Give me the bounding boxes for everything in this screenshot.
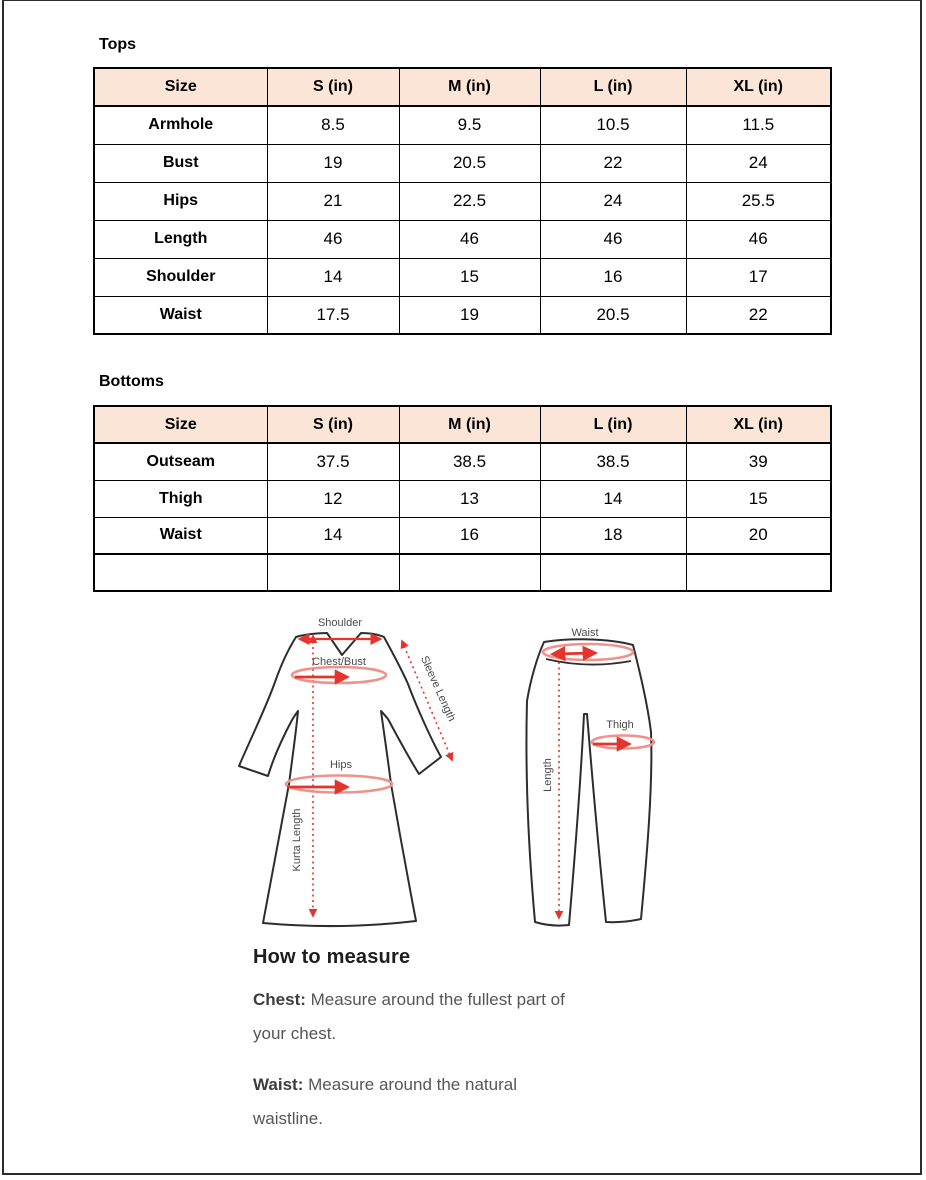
column-header: Size	[94, 406, 267, 443]
table-row	[94, 296, 831, 334]
empty-table-row	[94, 554, 831, 591]
value-cell: 22	[540, 144, 686, 182]
row-label-cell: Outseam	[94, 443, 267, 480]
column-header: Size	[94, 68, 267, 106]
value-cell: 20.5	[540, 296, 686, 334]
value-cell: 19	[267, 144, 399, 182]
value-cell	[267, 554, 399, 591]
table-row	[94, 220, 831, 258]
value-cell: 11.5	[686, 106, 831, 144]
value-cell: 8.5	[267, 106, 399, 144]
value-cell: 18	[540, 517, 686, 554]
value-cell: 46	[267, 220, 399, 258]
value-cell: 9.5	[399, 106, 540, 144]
value-cell: 15	[686, 480, 831, 517]
value-cell	[399, 554, 540, 591]
value-cell: 20.5	[399, 144, 540, 182]
column-header: XL (in)	[686, 406, 831, 443]
value-cell	[540, 554, 686, 591]
value-cell: 17	[686, 258, 831, 296]
tops-header-row	[94, 68, 831, 106]
value-cell: 17.5	[267, 296, 399, 334]
value-cell: 19	[399, 296, 540, 334]
waist-instruction-line2: waistline.	[253, 1109, 323, 1128]
value-cell: 16	[399, 517, 540, 554]
value-cell: 24	[540, 182, 686, 220]
table-row	[94, 480, 831, 517]
length-label: Length	[542, 758, 554, 792]
chest-instruction	[253, 983, 653, 1051]
how-to-measure-section	[253, 946, 653, 1153]
how-to-measure-heading: How to measure	[253, 946, 411, 968]
row-label-cell	[94, 554, 267, 591]
chest-instruction-label: Chest:	[253, 990, 306, 1009]
kurta-measure-diagram	[225, 608, 475, 943]
value-cell: 14	[540, 480, 686, 517]
bottoms-size-table	[93, 405, 832, 592]
chest-instruction-line2: your chest.	[253, 1024, 337, 1043]
table-row	[94, 106, 831, 144]
value-cell: 38.5	[540, 443, 686, 480]
value-cell: 25.5	[686, 182, 831, 220]
waist-label: Waist	[571, 627, 599, 639]
value-cell: 39	[686, 443, 831, 480]
kurta-length-label: Kurta Length	[291, 808, 303, 872]
value-cell: 38.5	[399, 443, 540, 480]
row-label-cell: Thigh	[94, 480, 267, 517]
row-label-cell: Bust	[94, 144, 267, 182]
thigh-label: Thigh	[606, 719, 634, 731]
pants-measure-diagram	[495, 605, 710, 940]
value-cell: 24	[686, 144, 831, 182]
sleeve-length-label: Sleeve Length	[417, 654, 458, 724]
row-label-cell: Armhole	[94, 106, 267, 144]
value-cell: 37.5	[267, 443, 399, 480]
column-header: S (in)	[267, 406, 399, 443]
waist-instruction-line1: Measure around the natural	[308, 1075, 517, 1094]
shoulder-label: Shoulder	[317, 617, 363, 629]
value-cell: 46	[399, 220, 540, 258]
tops-size-table	[93, 67, 832, 335]
chest-label: Chest/Bust	[312, 656, 366, 668]
value-cell: 12	[267, 480, 399, 517]
value-cell: 46	[540, 220, 686, 258]
tops-heading: Tops	[99, 36, 137, 53]
waist-instruction-label: Waist:	[253, 1075, 304, 1094]
value-cell: 13	[399, 480, 540, 517]
value-cell: 10.5	[540, 106, 686, 144]
value-cell: 14	[267, 517, 399, 554]
row-label-cell: Length	[94, 220, 267, 258]
row-label-cell: Shoulder	[94, 258, 267, 296]
value-cell: 15	[399, 258, 540, 296]
column-header: XL (in)	[686, 68, 831, 106]
bottoms-heading: Bottoms	[99, 373, 164, 390]
row-label-cell: Waist	[94, 517, 267, 554]
column-header: L (in)	[540, 68, 686, 106]
value-cell: 22	[686, 296, 831, 334]
value-cell: 20	[686, 517, 831, 554]
table-row	[94, 517, 831, 554]
row-label-cell: Waist	[94, 296, 267, 334]
chest-instruction-line1: Measure around the fullest part of	[310, 990, 565, 1009]
value-cell: 16	[540, 258, 686, 296]
waist-arrow	[553, 653, 595, 654]
value-cell: 21	[267, 182, 399, 220]
bottoms-header-row	[94, 406, 831, 443]
value-cell: 22.5	[399, 182, 540, 220]
column-header: S (in)	[267, 68, 399, 106]
table-row	[94, 182, 831, 220]
column-header: M (in)	[399, 68, 540, 106]
row-label-cell: Hips	[94, 182, 267, 220]
hips-label: Hips	[329, 759, 353, 771]
table-row	[94, 258, 831, 296]
value-cell: 46	[686, 220, 831, 258]
waist-instruction	[253, 1068, 653, 1136]
column-header: L (in)	[540, 406, 686, 443]
table-row	[94, 443, 831, 480]
table-row	[94, 144, 831, 182]
value-cell: 14	[267, 258, 399, 296]
column-header: M (in)	[399, 406, 540, 443]
value-cell	[686, 554, 831, 591]
